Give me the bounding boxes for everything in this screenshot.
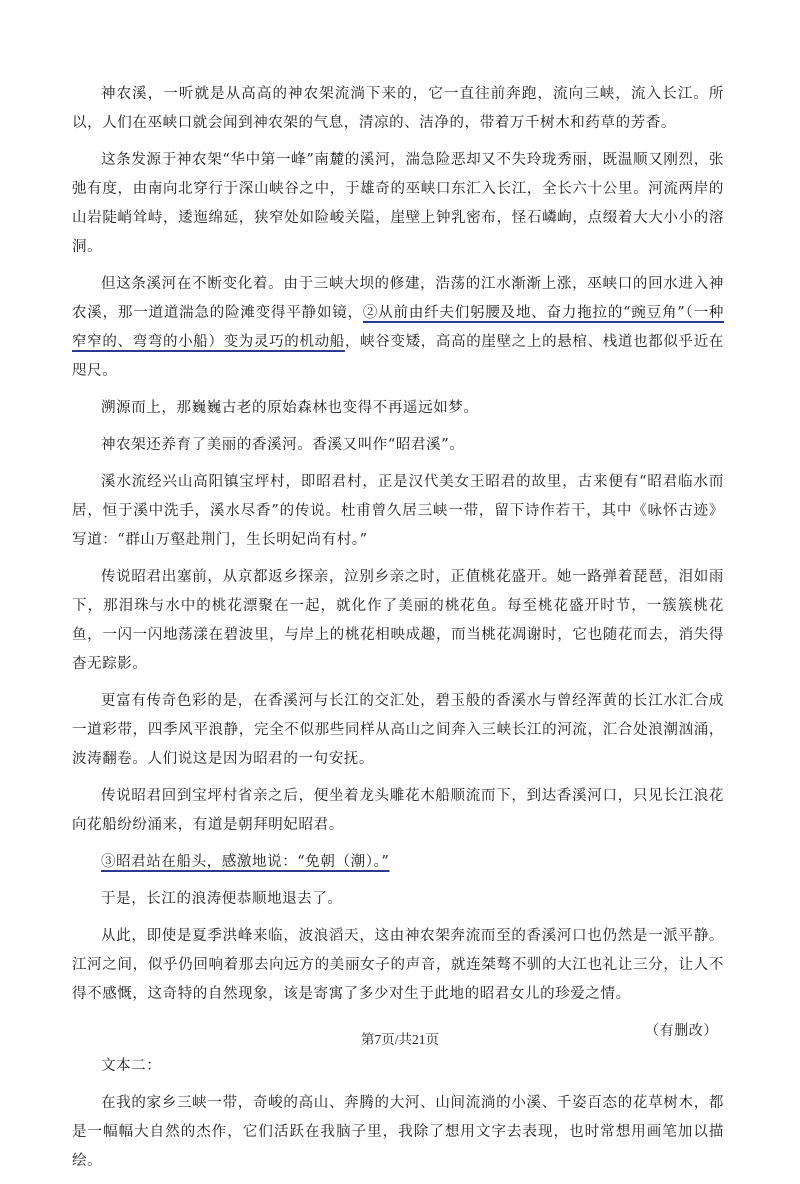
paragraph: 传说昭君回到宝坪村省亲之后，便坐着龙头雕花木船顺流而下，到达香溪河口，只见长江浪花向花船纷纷涌来，有道是朝拜明妃昭君。 [72, 788, 724, 833]
page-number-footer: 第7页/共21页 [360, 1032, 439, 1047]
paragraph: 溯源而上，那巍巍古老的原始森林也变得不再遥远如梦。 [101, 400, 479, 416]
paragraph: 于是，长江的浪涛便恭顺地退去了。 [101, 891, 343, 907]
document-body [72, 80, 724, 1184]
paragraph-text: 但这条溪河在不断变化着。由于三峡大坝的修建，浩荡的江水渐渐上涨，巫峡口的回水进入神农溪，那一道道湍急的险滩变得平静如镜， [72, 276, 724, 321]
paragraph: 神农架还养育了美丽的香溪河。香溪又叫作“昭君溪”。 [101, 437, 465, 453]
paragraph: 溪水流经兴山高阳镇宝坪村，即昭君村，正是汉代美女王昭君的故里，古来便有“昭君临水而居，恒于溪中洗手，溪水尽香”的传说。杜甫曾久居三峡一带，留下诗作若干，其中《咏怀古迹》写道：“群山万壑赴荆门，生长明妃尚有村。” [72, 474, 724, 548]
paragraph-text: ，峡谷变矮，高高的崖壁之上的悬棺、栈道也都似乎近在咫尺。 [72, 334, 724, 379]
paragraph-with-underlined-sentence-2 [72, 270, 724, 386]
paragraph: 这条发源于神农架“华中第一峰”南麓的溪河，湍急险恶却又不失玲珑秀丽，既温顺又刚烈，张弛有度，由南向北穿行于深山峡谷之中，于雄奇的巫峡口东汇入长江，全长六十公里。河流两岸的山岩陡峭耸峙，逶迤绵延，狭窄处如险峻关隘，崖壁上钟乳密布，怪石嶙峋，点缀着大大小小的溶洞。 [72, 152, 724, 255]
paragraph: 神农溪，一听就是从高高的神农架流淌下来的，它一直往前奔跑，流向三峡，流入长江。所以，人们在巫峡口就会闻到神农架的气息，清凉的、洁净的，带着万千树木和药草的芳香。 [72, 86, 724, 131]
underlined-sentence-2: ②从前由纤夫们躬腰及地、奋力拖拉的“豌豆角”（一种窄窄的、弯弯的小船）变为灵巧的机动船 [72, 305, 724, 350]
paragraph: 更富有传奇色彩的是，在香溪河与长江的交汇处，碧玉般的香溪水与曾经浑黄的长江水汇合成一道彩带，四季风平浪静，完全不似那些同样从高山之间奔入三峡长江的河流，汇合处浪潮汹涌，波涛翻卷。人们说这是因为昭君的一句安抚。 [72, 693, 724, 767]
paragraph: 在我的家乡三峡一带，奇峻的高山、奔腾的大河、山间流淌的小溪、千姿百态的花草树木，都是一幅幅大自然的杰作，它们活跃在我脑子里，我除了想用文字去表现，也时常想用画笔加以描绘。 [72, 1095, 724, 1169]
paragraph-underlined-sentence-3 [72, 848, 724, 877]
underlined-sentence-3: ③昭君站在船头，感激地说：“免朝（潮）。” [101, 854, 390, 870]
section-heading-text-two: 文本二： [101, 1058, 162, 1074]
paragraph: 传说昭君出塞前，从京都返乡探亲，泣别乡亲之时，正值桃花盛开。她一路弹着琵琶，泪如雨下，那泪珠与水中的桃花漂聚在一起，就化作了美丽的桃花鱼。每至桃花盛开时节，一簇簇桃花鱼，一闪一闪地荡漾在碧波里，与岸上的桃花相映成趣，而当桃花凋谢时，它也随花而去，消失得杳无踪影。 [72, 569, 724, 672]
source-note: （有删改） [645, 1023, 718, 1039]
paragraph: 从此，即使是夏季洪峰来临，波浪滔天，这由神农架奔流而至的香溪河口也仍然是一派平静。江河之间，似乎仍回响着那去向远方的美丽女子的声音，就连桀骜不驯的大江也礼让三分，让人不得不感慨，这奇特的自然现象，该是寄寓了多少对生于此地的昭君女儿的珍爱之情。 [72, 928, 724, 1002]
